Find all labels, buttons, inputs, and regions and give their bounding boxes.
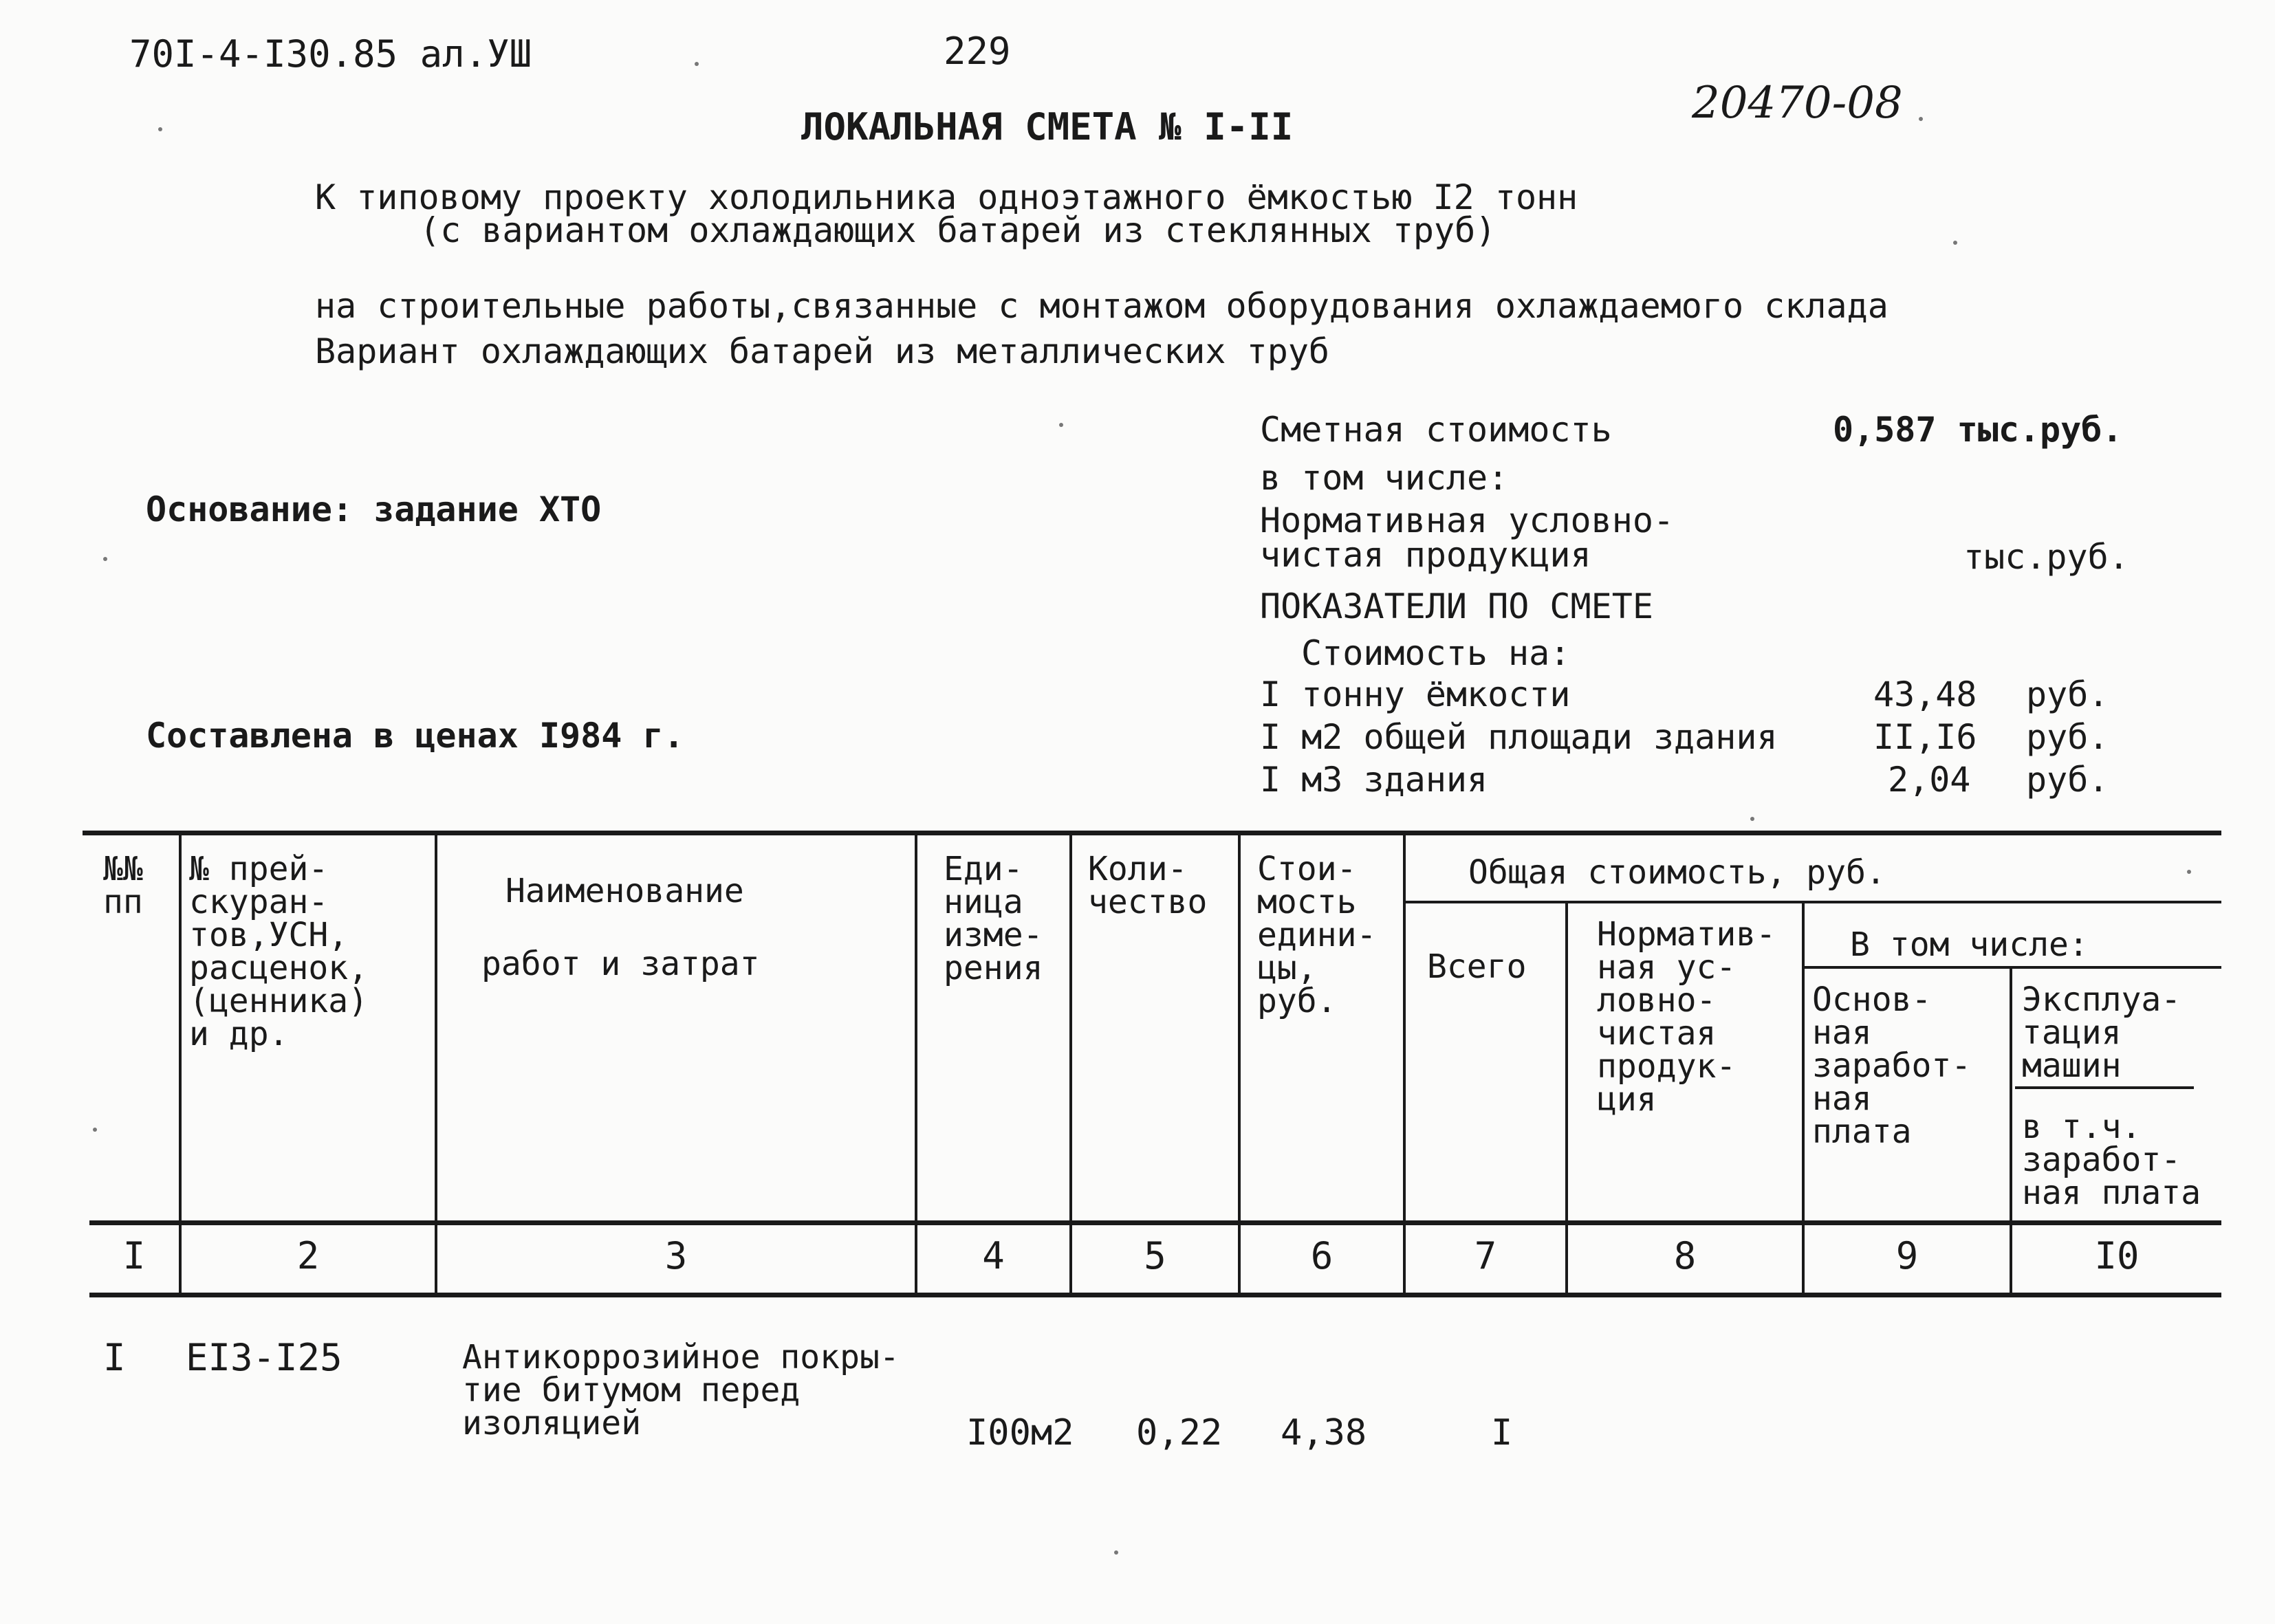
prices-year-text: Составлена в ценах I984 г. (146, 716, 684, 756)
header-bottom-rule (89, 1220, 2221, 1225)
indicator-value: 2,04 (1888, 760, 1971, 800)
scan-speck (158, 127, 162, 131)
row-work-name: Антикоррозийное покры- тие битумом перед изоляцией (462, 1338, 900, 1442)
subject-line-2: (с вариантом охлаждающих батарей из стеклянных труб) (420, 210, 1496, 250)
scan-speck (695, 62, 699, 66)
header-base-wages: Основ- ная заработ- ная плата (1812, 980, 1972, 1151)
scan-speck (1750, 817, 1754, 821)
page-number: 229 (944, 30, 1011, 73)
subject-line-3: на строительные работы,связанные с монтажом оборудования охлаждаемого склада (315, 286, 1888, 326)
column-number: 6 (1310, 1234, 1334, 1277)
subject-line-1: К типовому проекту холодильника одноэтажного ёмкостью I2 тонн (315, 177, 1578, 217)
row-total: I (1491, 1412, 1513, 1453)
column-number: 4 (982, 1234, 1005, 1277)
column-divider (179, 833, 182, 1294)
header-including-group: В том числе: (1850, 925, 2089, 964)
header-price-list-ref: № прей- скуран- тов,УСН, расценок, (ценника) и др. (189, 850, 369, 1053)
row-quantity: 0,22 (1136, 1412, 1223, 1453)
indicator-unit: руб. (2026, 717, 2109, 757)
indicator-label: I тонну ёмкости (1260, 674, 1571, 714)
registration-number: 20470-08 (1692, 78, 1903, 129)
scan-speck (103, 557, 107, 561)
column-divider (1069, 833, 1072, 1294)
header-quantity: Коли- чество (1088, 850, 1208, 921)
subject-line-4: Вариант охлаждающих батарей из металлических труб (315, 331, 1330, 371)
header-normative-product: Норматив- ная ус- ловно- чистая продук- ция (1597, 915, 1776, 1119)
indicator-unit: руб. (2026, 674, 2109, 714)
header-name-line-1: Наименование (505, 872, 744, 910)
header-machine-wages: в т.ч. заработ- ная плата (2022, 1108, 2201, 1212)
column-divider (1802, 902, 1805, 1294)
column-divider (1403, 833, 1406, 1294)
column-number: I0 (2094, 1234, 2140, 1277)
header-total-cost-group: Общая стоимость, руб. (1468, 853, 1886, 892)
estimated-cost-value: 0,587 тыс.руб. (1833, 410, 2123, 450)
nup-label-line-2: чистая продукция (1260, 535, 1591, 575)
estimated-cost-label: Сметная стоимость (1260, 410, 1612, 450)
column-divider (1238, 833, 1241, 1294)
indicator-unit: руб. (2026, 760, 2109, 800)
header-unit: Еди- ница изме- рения (944, 850, 1043, 987)
machines-subrule (2015, 1086, 2194, 1089)
basis-text: Основание: задание ХТО (146, 490, 602, 529)
scan-speck (1059, 423, 1063, 427)
scan-speck (1919, 117, 1923, 121)
scan-speck (1114, 1550, 1118, 1555)
document-code: 70I-4-I30.85 ал.УШ (129, 32, 532, 76)
indicator-value: 43,48 (1873, 674, 1977, 714)
column-number: I (122, 1234, 146, 1277)
document-title: ЛОКАЛЬНАЯ СМЕТА № I-II (801, 105, 1294, 149)
indicator-value: II,I6 (1873, 717, 1977, 757)
column-divider (435, 833, 437, 1294)
header-name-line-2: работ и затрат (481, 945, 760, 983)
column-divider (915, 833, 917, 1294)
column-number: 5 (1144, 1234, 1166, 1277)
indicator-label: I м3 здания (1260, 760, 1488, 800)
column-number: 9 (1895, 1234, 1919, 1277)
row-price-code: EI3-I25 (186, 1336, 342, 1379)
cost-per-label: Стоимость на: (1301, 633, 1571, 673)
row-unit-cost: 4,38 (1281, 1412, 1367, 1453)
header-row-number: №№ пп (103, 850, 143, 921)
column-numbers-bottom-rule (89, 1293, 2221, 1297)
row-number: I (103, 1336, 126, 1379)
scan-speck (1953, 241, 1957, 245)
nup-unit: тыс.руб. (1963, 537, 2129, 577)
column-number: 7 (1474, 1234, 1497, 1277)
including-label: в том числе: (1260, 458, 1509, 498)
header-unit-cost: Стои- мость едини- цы, руб. (1257, 850, 1377, 1020)
indicator-label: I м2 общей площади здания (1260, 717, 1778, 757)
column-number: 3 (664, 1234, 688, 1277)
nup-label-line-1: Нормативная условно- (1260, 501, 1675, 540)
indicators-heading: ПОКАЗАТЕЛИ ПО СМЕТЕ (1260, 586, 1653, 626)
group-total-rule (1403, 901, 2221, 903)
column-number: 8 (1673, 1234, 1697, 1277)
header-machine-operation: Эксплуа- тация машин (2022, 980, 2181, 1085)
scan-speck (2187, 870, 2191, 874)
scan-speck (93, 1128, 97, 1132)
header-total: Всего (1427, 947, 1527, 986)
table-top-rule (83, 831, 2221, 835)
column-number: 2 (296, 1234, 320, 1277)
column-divider (1565, 902, 1568, 1294)
row-unit: I00м2 (966, 1412, 1074, 1453)
